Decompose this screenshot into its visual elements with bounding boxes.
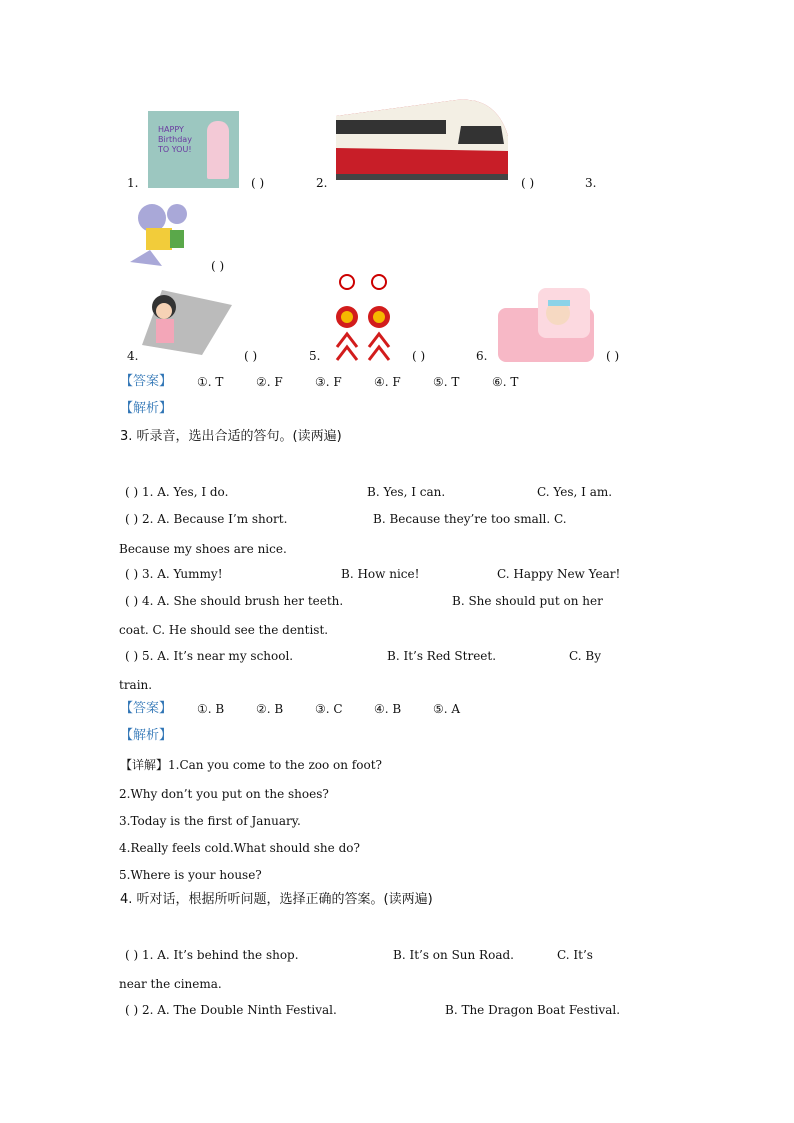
option-line: ( ) 1. A. Yes, I do.: [125, 485, 229, 499]
option: B. How nice!: [341, 567, 420, 581]
answer: ③. C: [315, 702, 343, 716]
card-text: HAPPY Birthday TO YOU!: [158, 125, 192, 154]
answer: ⑥. T: [492, 375, 519, 389]
option-line: ( ) 1. A. It’s behind the shop.: [125, 948, 299, 962]
girl-washing-dishes-image: [142, 285, 234, 360]
option-line: ( ) 4. A. She should brush her teeth.: [125, 594, 344, 608]
answer-label: 【答案】: [120, 701, 173, 716]
answer: ⑤. A: [433, 702, 461, 716]
sick-girl-in-bed-image: [498, 288, 594, 362]
answer: ①. B: [197, 702, 225, 716]
analysis-label: 【解析】: [120, 401, 173, 416]
question-heading: 3. 听录音，选出合适的答句。(读两遍): [120, 429, 342, 444]
option: B. She should put on her: [452, 594, 603, 608]
answer-blank[interactable]: ( ): [244, 349, 258, 363]
happy-birthday-card-image: [148, 111, 239, 188]
option: C. By: [569, 649, 601, 663]
answer-blank[interactable]: ( ): [521, 176, 535, 190]
chinese-fu-lanterns-image: [332, 272, 394, 364]
option: C. It’s: [557, 948, 593, 962]
detail-line: 2.Why don’t you put on the shoes?: [119, 787, 329, 801]
question-heading: 4. 听对话，根据所听问题，选择正确的答案。(读两遍): [120, 892, 433, 907]
answer-blank[interactable]: ( ): [606, 349, 620, 363]
option: B. It’s Red Street.: [387, 649, 497, 663]
answer-blank[interactable]: ( ): [211, 259, 225, 273]
option: B. The Dragon Boat Festival.: [445, 1003, 621, 1017]
detail-line: 5.Where is your house?: [119, 868, 262, 882]
item-number: 6.: [476, 349, 488, 363]
option-line: ( ) 2. A. The Double Ninth Festival.: [125, 1003, 337, 1017]
answer: ②. B: [256, 702, 284, 716]
answer-blank[interactable]: ( ): [251, 176, 265, 190]
item-number: 4.: [127, 349, 139, 363]
answer-blank[interactable]: ( ): [412, 349, 426, 363]
option: B. Yes, I can.: [367, 485, 446, 499]
option: train.: [119, 678, 153, 692]
detail-line: 【详解】1.Can you come to the zoo on foot?: [120, 758, 382, 772]
option: B. Because they’re too small. C.: [373, 512, 567, 526]
option: near the cinema.: [119, 977, 222, 991]
option: B. It’s on Sun Road.: [393, 948, 514, 962]
answer: ①. T: [197, 375, 224, 389]
option: C. Happy New Year!: [497, 567, 621, 581]
answer: ③. F: [315, 375, 342, 389]
answer: ④. B: [374, 702, 402, 716]
answer: ④. F: [374, 375, 401, 389]
item-number: 2.: [316, 176, 328, 190]
mouse-with-backpack-image: [122, 200, 202, 272]
detail-line: 3.Today is the first of January.: [119, 814, 301, 828]
red-train-image: [336, 96, 511, 188]
option-line: ( ) 2. A. Because I’m short.: [125, 512, 288, 526]
option-line: ( ) 5. A. It’s near my school.: [125, 649, 294, 663]
answer: ②. F: [256, 375, 283, 389]
answer-label: 【答案】: [120, 374, 173, 389]
item-number: 5.: [309, 349, 321, 363]
item-number: 1.: [127, 176, 139, 190]
option-line: ( ) 3. A. Yummy!: [125, 567, 223, 581]
option: coat. C. He should see the dentist.: [119, 623, 329, 637]
item-number: 3.: [585, 176, 597, 190]
detail-line: 4.Really feels cold.What should she do?: [119, 841, 360, 855]
analysis-label: 【解析】: [120, 728, 173, 743]
option: Because my shoes are nice.: [119, 542, 287, 556]
option: C. Yes, I am.: [537, 485, 613, 499]
answer: ⑤. T: [433, 375, 460, 389]
